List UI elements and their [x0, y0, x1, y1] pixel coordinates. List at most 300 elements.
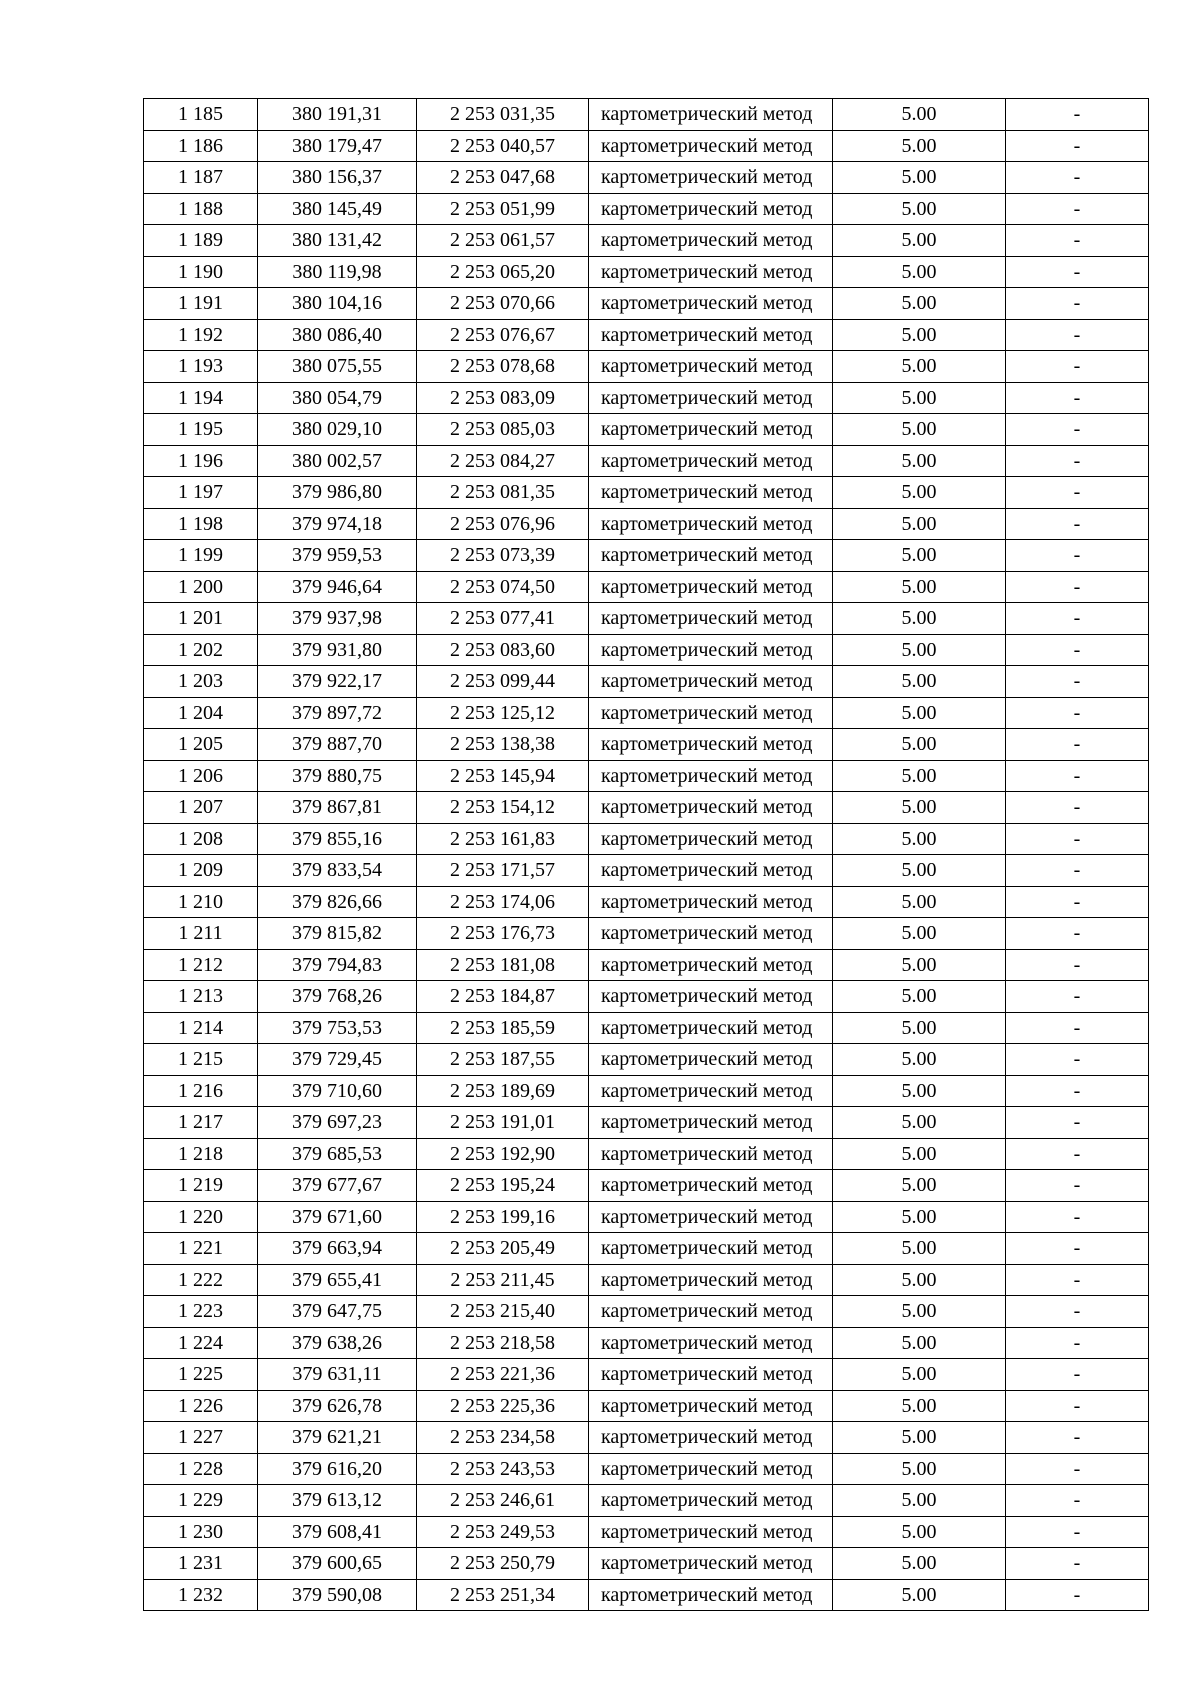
x-coordinate-cell: 379 590,08	[258, 1579, 417, 1611]
point-number-cell: 1 200	[144, 571, 258, 603]
description-cell: -	[1006, 918, 1149, 950]
table-row	[144, 99, 1149, 131]
y-coordinate-cell: 2 253 085,03	[417, 414, 589, 446]
point-number-cell: 1 224	[144, 1327, 258, 1359]
x-coordinate-cell: 379 638,26	[258, 1327, 417, 1359]
accuracy-cell: 5.00	[833, 1201, 1006, 1233]
method-cell: картометрический метод	[589, 1044, 833, 1076]
accuracy-cell: 5.00	[833, 1359, 1006, 1391]
description-cell: -	[1006, 1107, 1149, 1139]
method-cell: картометрический метод	[589, 1075, 833, 1107]
y-coordinate-cell: 2 253 099,44	[417, 666, 589, 698]
accuracy-cell: 5.00	[833, 130, 1006, 162]
y-coordinate-cell: 2 253 145,94	[417, 760, 589, 792]
point-number-cell: 1 189	[144, 225, 258, 257]
description-cell: -	[1006, 1201, 1149, 1233]
accuracy-cell: 5.00	[833, 1075, 1006, 1107]
y-coordinate-cell: 2 253 250,79	[417, 1548, 589, 1580]
table-row	[144, 823, 1149, 855]
y-coordinate-cell: 2 253 171,57	[417, 855, 589, 887]
table-row	[144, 634, 1149, 666]
table-row	[144, 760, 1149, 792]
y-coordinate-cell: 2 253 181,08	[417, 949, 589, 981]
method-cell: картометрический метод	[589, 1390, 833, 1422]
table-row	[144, 1390, 1149, 1422]
x-coordinate-cell: 380 075,55	[258, 351, 417, 383]
point-number-cell: 1 219	[144, 1170, 258, 1202]
point-number-cell: 1 208	[144, 823, 258, 855]
point-number-cell: 1 204	[144, 697, 258, 729]
description-cell: -	[1006, 666, 1149, 698]
x-coordinate-cell: 380 002,57	[258, 445, 417, 477]
x-coordinate-cell: 380 029,10	[258, 414, 417, 446]
accuracy-cell: 5.00	[833, 477, 1006, 509]
x-coordinate-cell: 380 191,31	[258, 99, 417, 131]
x-coordinate-cell: 379 608,41	[258, 1516, 417, 1548]
y-coordinate-cell: 2 253 077,41	[417, 603, 589, 635]
y-coordinate-cell: 2 253 221,36	[417, 1359, 589, 1391]
point-number-cell: 1 213	[144, 981, 258, 1013]
x-coordinate-cell: 379 833,54	[258, 855, 417, 887]
point-number-cell: 1 191	[144, 288, 258, 320]
accuracy-cell: 5.00	[833, 414, 1006, 446]
y-coordinate-cell: 2 253 191,01	[417, 1107, 589, 1139]
point-number-cell: 1 192	[144, 319, 258, 351]
method-cell: картометрический метод	[589, 319, 833, 351]
y-coordinate-cell: 2 253 225,36	[417, 1390, 589, 1422]
point-number-cell: 1 188	[144, 193, 258, 225]
x-coordinate-cell: 379 647,75	[258, 1296, 417, 1328]
accuracy-cell: 5.00	[833, 1327, 1006, 1359]
point-number-cell: 1 201	[144, 603, 258, 635]
table-row	[144, 697, 1149, 729]
accuracy-cell: 5.00	[833, 1233, 1006, 1265]
accuracy-cell: 5.00	[833, 288, 1006, 320]
method-cell: картометрический метод	[589, 1359, 833, 1391]
method-cell: картометрический метод	[589, 855, 833, 887]
description-cell: -	[1006, 162, 1149, 194]
point-number-cell: 1 205	[144, 729, 258, 761]
accuracy-cell: 5.00	[833, 1485, 1006, 1517]
x-coordinate-cell: 379 671,60	[258, 1201, 417, 1233]
x-coordinate-cell: 380 054,79	[258, 382, 417, 414]
x-coordinate-cell: 379 697,23	[258, 1107, 417, 1139]
x-coordinate-cell: 379 986,80	[258, 477, 417, 509]
accuracy-cell: 5.00	[833, 634, 1006, 666]
description-cell: -	[1006, 508, 1149, 540]
table-row	[144, 981, 1149, 1013]
table-row	[144, 571, 1149, 603]
point-number-cell: 1 217	[144, 1107, 258, 1139]
description-cell: -	[1006, 760, 1149, 792]
method-cell: картометрический метод	[589, 414, 833, 446]
table-row	[144, 1422, 1149, 1454]
accuracy-cell: 5.00	[833, 1390, 1006, 1422]
y-coordinate-cell: 2 253 185,59	[417, 1012, 589, 1044]
x-coordinate-cell: 379 974,18	[258, 508, 417, 540]
y-coordinate-cell: 2 253 031,35	[417, 99, 589, 131]
point-number-cell: 1 222	[144, 1264, 258, 1296]
description-cell: -	[1006, 1359, 1149, 1391]
table-row	[144, 193, 1149, 225]
method-cell: картометрический метод	[589, 225, 833, 257]
x-coordinate-cell: 379 826,66	[258, 886, 417, 918]
description-cell: -	[1006, 792, 1149, 824]
point-number-cell: 1 210	[144, 886, 258, 918]
point-number-cell: 1 215	[144, 1044, 258, 1076]
point-number-cell: 1 227	[144, 1422, 258, 1454]
accuracy-cell: 5.00	[833, 225, 1006, 257]
accuracy-cell: 5.00	[833, 162, 1006, 194]
x-coordinate-cell: 379 655,41	[258, 1264, 417, 1296]
table-row	[144, 288, 1149, 320]
y-coordinate-cell: 2 253 138,38	[417, 729, 589, 761]
method-cell: картометрический метод	[589, 288, 833, 320]
accuracy-cell: 5.00	[833, 855, 1006, 887]
accuracy-cell: 5.00	[833, 319, 1006, 351]
method-cell: картометрический метод	[589, 193, 833, 225]
point-number-cell: 1 187	[144, 162, 258, 194]
table-row	[144, 1233, 1149, 1265]
accuracy-cell: 5.00	[833, 697, 1006, 729]
x-coordinate-cell: 379 613,12	[258, 1485, 417, 1517]
accuracy-cell: 5.00	[833, 1296, 1006, 1328]
table-row	[144, 445, 1149, 477]
point-number-cell: 1 193	[144, 351, 258, 383]
table-row	[144, 729, 1149, 761]
accuracy-cell: 5.00	[833, 760, 1006, 792]
point-number-cell: 1 214	[144, 1012, 258, 1044]
point-number-cell: 1 199	[144, 540, 258, 572]
table-row	[144, 1579, 1149, 1611]
accuracy-cell: 5.00	[833, 1516, 1006, 1548]
table-row	[144, 1296, 1149, 1328]
y-coordinate-cell: 2 253 192,90	[417, 1138, 589, 1170]
point-number-cell: 1 206	[144, 760, 258, 792]
accuracy-cell: 5.00	[833, 351, 1006, 383]
x-coordinate-cell: 379 815,82	[258, 918, 417, 950]
description-cell: -	[1006, 130, 1149, 162]
description-cell: -	[1006, 288, 1149, 320]
table-row	[144, 918, 1149, 950]
description-cell: -	[1006, 1390, 1149, 1422]
point-number-cell: 1 196	[144, 445, 258, 477]
point-number-cell: 1 230	[144, 1516, 258, 1548]
x-coordinate-cell: 380 145,49	[258, 193, 417, 225]
table-row	[144, 319, 1149, 351]
point-number-cell: 1 232	[144, 1579, 258, 1611]
table-row	[144, 1485, 1149, 1517]
y-coordinate-cell: 2 253 083,60	[417, 634, 589, 666]
description-cell: -	[1006, 319, 1149, 351]
x-coordinate-cell: 380 104,16	[258, 288, 417, 320]
y-coordinate-cell: 2 253 205,49	[417, 1233, 589, 1265]
method-cell: картометрический метод	[589, 666, 833, 698]
table-row	[144, 949, 1149, 981]
point-number-cell: 1 216	[144, 1075, 258, 1107]
method-cell: картометрический метод	[589, 603, 833, 635]
point-number-cell: 1 209	[144, 855, 258, 887]
accuracy-cell: 5.00	[833, 1422, 1006, 1454]
y-coordinate-cell: 2 253 199,16	[417, 1201, 589, 1233]
y-coordinate-cell: 2 253 243,53	[417, 1453, 589, 1485]
point-number-cell: 1 218	[144, 1138, 258, 1170]
point-number-cell: 1 198	[144, 508, 258, 540]
table-row	[144, 477, 1149, 509]
description-cell: -	[1006, 256, 1149, 288]
description-cell: -	[1006, 193, 1149, 225]
accuracy-cell: 5.00	[833, 571, 1006, 603]
y-coordinate-cell: 2 253 076,67	[417, 319, 589, 351]
method-cell: картометрический метод	[589, 477, 833, 509]
x-coordinate-cell: 379 880,75	[258, 760, 417, 792]
x-coordinate-cell: 379 922,17	[258, 666, 417, 698]
table-row	[144, 256, 1149, 288]
y-coordinate-cell: 2 253 081,35	[417, 477, 589, 509]
x-coordinate-cell: 379 768,26	[258, 981, 417, 1013]
y-coordinate-cell: 2 253 047,68	[417, 162, 589, 194]
method-cell: картометрический метод	[589, 823, 833, 855]
table-row	[144, 1012, 1149, 1044]
y-coordinate-cell: 2 253 076,96	[417, 508, 589, 540]
y-coordinate-cell: 2 253 161,83	[417, 823, 589, 855]
coordinates-table	[143, 98, 1149, 1611]
method-cell: картометрический метод	[589, 981, 833, 1013]
description-cell: -	[1006, 603, 1149, 635]
accuracy-cell: 5.00	[833, 886, 1006, 918]
y-coordinate-cell: 2 253 040,57	[417, 130, 589, 162]
description-cell: -	[1006, 540, 1149, 572]
y-coordinate-cell: 2 253 218,58	[417, 1327, 589, 1359]
point-number-cell: 1 231	[144, 1548, 258, 1580]
x-coordinate-cell: 379 621,21	[258, 1422, 417, 1454]
y-coordinate-cell: 2 253 211,45	[417, 1264, 589, 1296]
x-coordinate-cell: 379 794,83	[258, 949, 417, 981]
description-cell: -	[1006, 1485, 1149, 1517]
table-row	[144, 666, 1149, 698]
description-cell: -	[1006, 729, 1149, 761]
accuracy-cell: 5.00	[833, 1548, 1006, 1580]
x-coordinate-cell: 379 685,53	[258, 1138, 417, 1170]
table-row	[144, 1044, 1149, 1076]
accuracy-cell: 5.00	[833, 99, 1006, 131]
table-row	[144, 130, 1149, 162]
method-cell: картометрический метод	[589, 1485, 833, 1517]
point-number-cell: 1 194	[144, 382, 258, 414]
table-row	[144, 1548, 1149, 1580]
x-coordinate-cell: 379 887,70	[258, 729, 417, 761]
table-row	[144, 855, 1149, 887]
method-cell: картометрический метод	[589, 729, 833, 761]
y-coordinate-cell: 2 253 189,69	[417, 1075, 589, 1107]
x-coordinate-cell: 380 156,37	[258, 162, 417, 194]
point-number-cell: 1 211	[144, 918, 258, 950]
method-cell: картометрический метод	[589, 760, 833, 792]
description-cell: -	[1006, 1579, 1149, 1611]
table-row	[144, 603, 1149, 635]
table-row	[144, 1138, 1149, 1170]
method-cell: картометрический метод	[589, 1107, 833, 1139]
table-row	[144, 540, 1149, 572]
method-cell: картометрический метод	[589, 351, 833, 383]
description-cell: -	[1006, 477, 1149, 509]
method-cell: картометрический метод	[589, 1138, 833, 1170]
accuracy-cell: 5.00	[833, 792, 1006, 824]
method-cell: картометрический метод	[589, 1453, 833, 1485]
accuracy-cell: 5.00	[833, 256, 1006, 288]
description-cell: -	[1006, 1044, 1149, 1076]
description-cell: -	[1006, 1422, 1149, 1454]
description-cell: -	[1006, 886, 1149, 918]
description-cell: -	[1006, 445, 1149, 477]
x-coordinate-cell: 379 729,45	[258, 1044, 417, 1076]
y-coordinate-cell: 2 253 084,27	[417, 445, 589, 477]
method-cell: картометрический метод	[589, 162, 833, 194]
x-coordinate-cell: 379 710,60	[258, 1075, 417, 1107]
y-coordinate-cell: 2 253 176,73	[417, 918, 589, 950]
description-cell: -	[1006, 1548, 1149, 1580]
y-coordinate-cell: 2 253 051,99	[417, 193, 589, 225]
x-coordinate-cell: 379 600,65	[258, 1548, 417, 1580]
point-number-cell: 1 190	[144, 256, 258, 288]
x-coordinate-cell: 380 086,40	[258, 319, 417, 351]
method-cell: картометрический метод	[589, 1516, 833, 1548]
table-row	[144, 886, 1149, 918]
accuracy-cell: 5.00	[833, 1579, 1006, 1611]
y-coordinate-cell: 2 253 074,50	[417, 571, 589, 603]
point-number-cell: 1 220	[144, 1201, 258, 1233]
method-cell: картометрический метод	[589, 1201, 833, 1233]
method-cell: картометрический метод	[589, 571, 833, 603]
y-coordinate-cell: 2 253 061,57	[417, 225, 589, 257]
x-coordinate-cell: 379 663,94	[258, 1233, 417, 1265]
method-cell: картометрический метод	[589, 634, 833, 666]
description-cell: -	[1006, 1453, 1149, 1485]
y-coordinate-cell: 2 253 154,12	[417, 792, 589, 824]
accuracy-cell: 5.00	[833, 445, 1006, 477]
y-coordinate-cell: 2 253 195,24	[417, 1170, 589, 1202]
description-cell: -	[1006, 1012, 1149, 1044]
description-cell: -	[1006, 981, 1149, 1013]
method-cell: картометрический метод	[589, 99, 833, 131]
point-number-cell: 1 212	[144, 949, 258, 981]
table-row	[144, 414, 1149, 446]
method-cell: картометрический метод	[589, 256, 833, 288]
description-cell: -	[1006, 571, 1149, 603]
point-number-cell: 1 228	[144, 1453, 258, 1485]
description-cell: -	[1006, 351, 1149, 383]
method-cell: картометрический метод	[589, 1327, 833, 1359]
x-coordinate-cell: 379 626,78	[258, 1390, 417, 1422]
description-cell: -	[1006, 697, 1149, 729]
accuracy-cell: 5.00	[833, 603, 1006, 635]
table-row	[144, 1327, 1149, 1359]
description-cell: -	[1006, 949, 1149, 981]
accuracy-cell: 5.00	[833, 823, 1006, 855]
point-number-cell: 1 185	[144, 99, 258, 131]
coordinates-table-wrapper	[143, 98, 1149, 1611]
method-cell: картометрический метод	[589, 886, 833, 918]
accuracy-cell: 5.00	[833, 949, 1006, 981]
x-coordinate-cell: 379 616,20	[258, 1453, 417, 1485]
point-number-cell: 1 229	[144, 1485, 258, 1517]
y-coordinate-cell: 2 253 251,34	[417, 1579, 589, 1611]
description-cell: -	[1006, 1264, 1149, 1296]
accuracy-cell: 5.00	[833, 981, 1006, 1013]
method-cell: картометрический метод	[589, 1233, 833, 1265]
description-cell: -	[1006, 382, 1149, 414]
description-cell: -	[1006, 1170, 1149, 1202]
y-coordinate-cell: 2 253 073,39	[417, 540, 589, 572]
x-coordinate-cell: 379 897,72	[258, 697, 417, 729]
point-number-cell: 1 195	[144, 414, 258, 446]
table-row	[144, 351, 1149, 383]
table-row	[144, 508, 1149, 540]
method-cell: картометрический метод	[589, 1296, 833, 1328]
x-coordinate-cell: 380 119,98	[258, 256, 417, 288]
table-row	[144, 225, 1149, 257]
table-row	[144, 1201, 1149, 1233]
method-cell: картометрический метод	[589, 445, 833, 477]
table-row	[144, 162, 1149, 194]
accuracy-cell: 5.00	[833, 1012, 1006, 1044]
table-row	[144, 1453, 1149, 1485]
y-coordinate-cell: 2 253 246,61	[417, 1485, 589, 1517]
x-coordinate-cell: 379 931,80	[258, 634, 417, 666]
table-row	[144, 1107, 1149, 1139]
x-coordinate-cell: 379 946,64	[258, 571, 417, 603]
x-coordinate-cell: 379 867,81	[258, 792, 417, 824]
y-coordinate-cell: 2 253 249,53	[417, 1516, 589, 1548]
y-coordinate-cell: 2 253 234,58	[417, 1422, 589, 1454]
point-number-cell: 1 202	[144, 634, 258, 666]
table-row	[144, 382, 1149, 414]
y-coordinate-cell: 2 253 187,55	[417, 1044, 589, 1076]
y-coordinate-cell: 2 253 174,06	[417, 886, 589, 918]
point-number-cell: 1 186	[144, 130, 258, 162]
method-cell: картометрический метод	[589, 1170, 833, 1202]
x-coordinate-cell: 379 937,98	[258, 603, 417, 635]
method-cell: картометрический метод	[589, 1422, 833, 1454]
accuracy-cell: 5.00	[833, 1044, 1006, 1076]
description-cell: -	[1006, 1138, 1149, 1170]
y-coordinate-cell: 2 253 125,12	[417, 697, 589, 729]
table-row	[144, 1075, 1149, 1107]
point-number-cell: 1 225	[144, 1359, 258, 1391]
coordinates-table-body	[144, 99, 1149, 1611]
accuracy-cell: 5.00	[833, 1453, 1006, 1485]
point-number-cell: 1 197	[144, 477, 258, 509]
y-coordinate-cell: 2 253 070,66	[417, 288, 589, 320]
description-cell: -	[1006, 1516, 1149, 1548]
point-number-cell: 1 221	[144, 1233, 258, 1265]
method-cell: картометрический метод	[589, 1548, 833, 1580]
accuracy-cell: 5.00	[833, 729, 1006, 761]
point-number-cell: 1 223	[144, 1296, 258, 1328]
description-cell: -	[1006, 1233, 1149, 1265]
accuracy-cell: 5.00	[833, 508, 1006, 540]
method-cell: картометрический метод	[589, 918, 833, 950]
table-row	[144, 1170, 1149, 1202]
accuracy-cell: 5.00	[833, 918, 1006, 950]
accuracy-cell: 5.00	[833, 1138, 1006, 1170]
method-cell: картометрический метод	[589, 792, 833, 824]
x-coordinate-cell: 380 179,47	[258, 130, 417, 162]
accuracy-cell: 5.00	[833, 193, 1006, 225]
x-coordinate-cell: 379 753,53	[258, 1012, 417, 1044]
y-coordinate-cell: 2 253 065,20	[417, 256, 589, 288]
description-cell: -	[1006, 634, 1149, 666]
